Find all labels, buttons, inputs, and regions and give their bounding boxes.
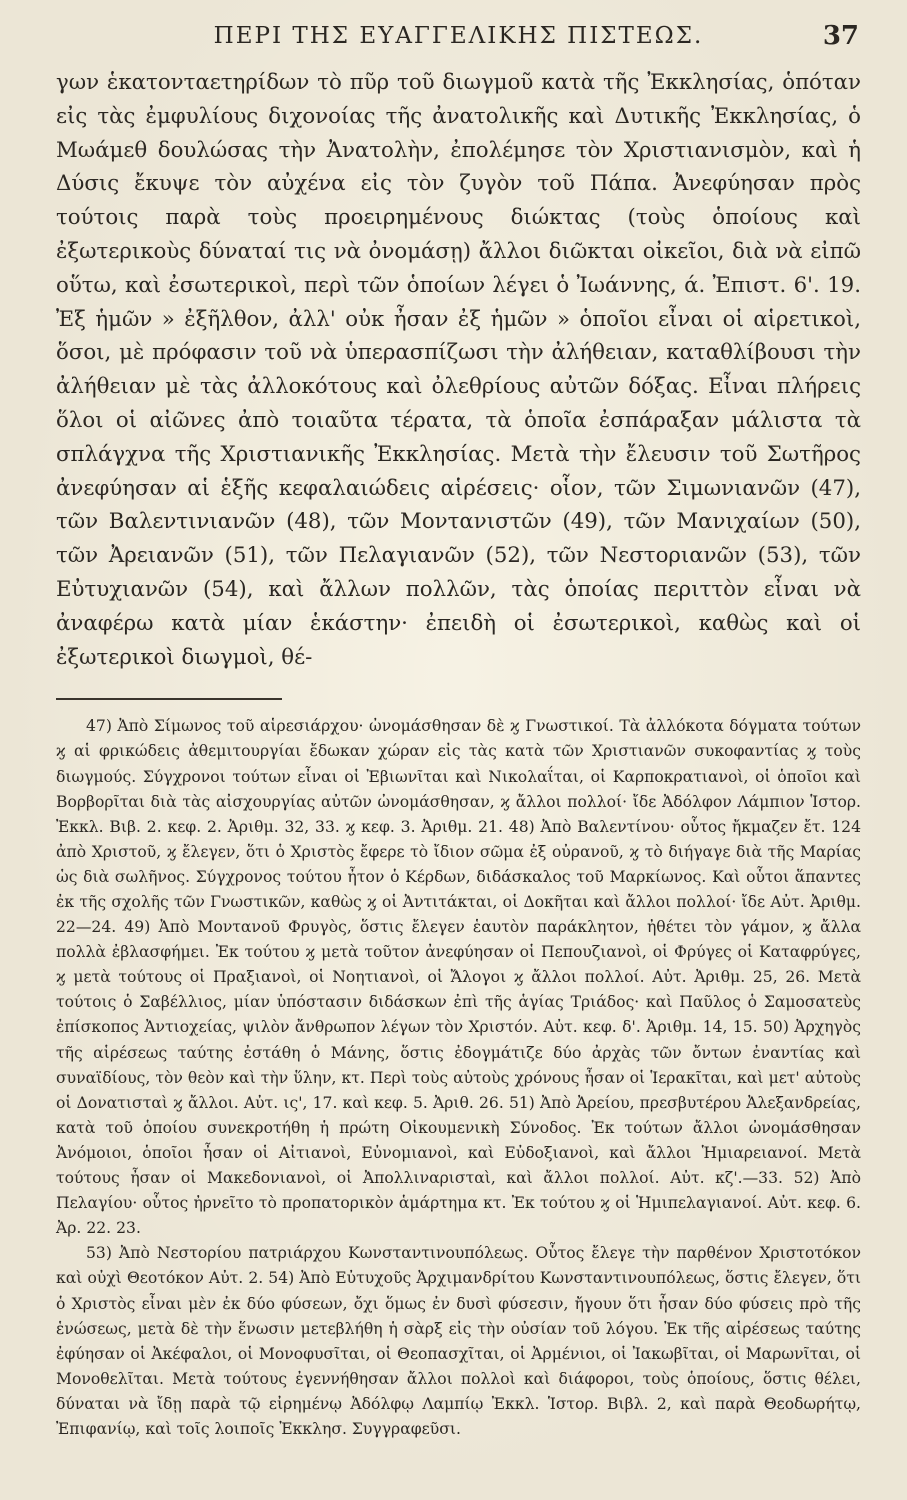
footnote-block: 47) Ἀπὸ Σίμωνος τοῦ αἱρεσιάρχου· ὠνομάσθησαν δὲ ϗ Γνωστικοί. Τὰ ἀλλόκοτα δόγματα τούτων ϗ αἱ φρικώδεις ἀθεμιτουργίαι ἔδωκαν χώραν εἰς τὰς κατὰ τῶν Χριστιανῶν συκοφαντίας ϗ τοὺς διωγμούς. Σύγχρονοι τούτων εἶναι οἱ Ἐβιωνῖται καὶ Νικολαΐται, οἱ Καρποκρατιανοὶ, οἱ ὁποῖοι καὶ Βορβορῖται διὰ τὰς αἰσχουργίας αὐτῶν ὠνομάσθησαν, ϗ ἄλλοι πολλοί· ἴδε Ἀδόλφον Λάμπιον Ἱστορ. Ἐκκλ. Βιβ. 2. κεφ. 2. Ἀριθμ. 32, 33. ϗ κεφ. 3. Ἀριθμ. 21. 48) Ἀπὸ Βαλεντίνου· οὗτος ἤκμαζεν ἔτ. 124 ἀπὸ Χριστοῦ, ϗ ἔλεγεν, ὅτι ὁ Χριστὸς ἔφερε τὸ ἴδιον σῶμα ἐξ οὐρανοῦ, ϗ τὸ διήγαγε διὰ τῆς Μαρίας ὡς διὰ σωλῆνος. Σύγχρονος τούτου ἦτον ὁ Κέρδων, διδάσκαλος τοῦ Μαρκίωνος. Καὶ οὗτοι ἅπαντες ἐκ τῆς σχολῆς τῶν Γνωστικῶν, καθὼς ϗ οἱ Ἀντιτάκται, οἱ Δοκῆται καὶ ἄλλοι πολλοί· ἴδε Αὐτ. Ἀριθμ. 22—24. 49) Ἀπὸ Μοντανοῦ Φρυγὸς, ὅστις ἔλεγεν ἑαυτὸν παράκλητον, ἠθέτει τὸν γάμον, ϗ ἄλλα πολλὰ ἐβλασφήμει. Ἐκ τούτου ϗ μετὰ τοῦτον ἀνεφύησαν οἱ Πεπουζιανοὶ, οἱ Φρύγες οἱ Καταφρύγες, ϗ μετὰ τούτους οἱ Πραξιανοὶ, οἱ Νοητιανοὶ, οἱ Ἄλογοι ϗ ἄλλοι πολλοί. Αὐτ. Ἀριθμ. 25, 26. Μετὰ τούτοις ὁ Σαβέλλιος, μίαν ὑπόστασιν διδάσκων ἐπὶ τῆς ἁγίας Τριάδος· καὶ Παῦλος ὁ Σαμοσατεὺς ἐπίσκοπος Ἀντιοχείας, ψιλὸν ἄνθρωπον λέγων τὸν Χριστόν. Αὐτ. κεφ. δ'. Ἀριθμ. 14, 15. 50) Ἀρχηγὸς τῆς αἱρέσεως ταύτης ἐστάθη ὁ Μάνης, ὅστις ἐδογμάτιζε δύο ἀρχὰς τῶν ὄντων ἐναντίας καὶ συναϊδίους, τὸν θεὸν καὶ τὴν ὕλην, κτ. Περὶ τοὺς αὐτοὺς χρόνους ἦσαν οἱ Ἱερακῖται, καὶ μετ' αὐτοὺς οἱ Δονατισταὶ ϗ ἄλλοι. Αὐτ. ις', 17. καὶ κεφ. 5. Ἀριθ. 26. 51) Ἀπὸ Ἀρείου, πρεσβυτέρου Ἀλεξανδρείας, κατὰ τοῦ ὁποίου συνεκροτήθη ἡ πρώτη Οἰκουμενικὴ Σύνοδος. Ἐκ τούτων ἄλλοι ὠνομάσθησαν Ἀνόμοιοι, ὁποῖοι ἦσαν οἱ Αἰτιανοὶ, Εὐνομιανοὶ, καὶ Εὐδοξιανοὶ, καὶ ἄλλοι Ἡμιαρειανοί. Μετὰ τούτους ἦσαν οἱ Μακεδονιανοὶ, οἱ Ἀπολλιναρισταὶ, καὶ ἄλλοι πολλοί. Αὐτ. κζ'.—33. 52) Ἀπὸ Πελαγίου· οὗτος ἠρνεῖτο τὸ προπατορικὸν ἁμάρτημα κτ. Ἐκ τούτου ϗ οἱ Ἡμιπελαγιανοί. Αὐτ. κεφ. 6. Ἀρ. 22. 23. — [56, 717, 861, 1238]
footnotes — [56, 714, 861, 1442]
page-number: 37 — [822, 21, 859, 51]
footnote-rule — [56, 698, 282, 700]
footnote-block: 53) Ἀπὸ Νεστορίου πατριάρχου Κωνσταντινουπόλεως. Οὗτος ἔλεγε τὴν παρθένον Χριστοτόκον καὶ οὐχὶ Θεοτόκον Αὐτ. 2. 54) Ἀπὸ Εὐτυχοῦς Ἀρχιμανδρίτου Κωνσταντινουπόλεως, ὅστις ἔλεγεν, ὅτι ὁ Χριστὸς εἶναι μὲν ἐκ δύο φύσεων, ὄχι ὅμως ἐν δυσὶ φύσεσιν, ἤγουν ὅτι ἦσαν δύο φύσεις πρὸ τῆς ἑνώσεως, μετὰ δὲ τὴν ἕνωσιν μετεβλήθη ἡ σὰρξ εἰς τὴν οὐσίαν τοῦ λόγου. Ἐκ τῆς αἱρέσεως ταύτης ἐφύησαν οἱ Ἀκέφαλοι, οἱ Μονοφυσῖται, οἱ Θεοπασχῖται, οἱ Ἀρμένιοι, οἱ Ἰακωβῖται, οἱ Μαρωνῖται, οἱ Μονοθελῖται. Μετὰ τούτους ἐγεννήθησαν ἄλλοι πολλοὶ καὶ διάφοροι, τοὺς ὁποίους, ὅστις θέλει, δύναται νὰ ἴδῃ παρὰ τῷ εἰρημένῳ Ἀδόλφῳ Λαμπίῳ Ἐκκλ. Ἱστορ. Βιβλ. 2, καὶ παρὰ Θεοδωρήτῳ, Ἐπιφανίῳ, καὶ τοῖς λοιποῖς Ἐκκλησ. Συγγραφεῦσι. — [56, 1244, 861, 1438]
main-text: γων ἑκατονταετηρίδων τὸ πῦρ τοῦ διωγμοῦ κατὰ τῆς Ἐκκλησίας, ὁπόταν εἰς τὰς ἐμφυλίους διχονοίας τῆς ἀνατολικῆς καὶ Δυτικῆς Ἐκκλησίας, ὁ Μωάμεθ δουλώσας τὴν Ἀνατολὴν, ἐπολέμησε τὸν Χριστιανισμὸν, καὶ ἡ Δύσις ἔκυψε τὸν αὐχένα εἰς τὸν ζυγὸν τοῦ Πάπα. Ἀνεφύησαν πρὸς τούτοις παρὰ τοὺς προειρημένους διώκτας (τοὺς ὁποίους καὶ ἐξωτερικοὺς δύναταί τις νὰ ὀνομάσῃ) ἄλλοι διῶκται οἰκεῖοι, διὰ νὰ εἰπῶ οὕτω, καὶ ἐσωτερικοὶ, περὶ τῶν ὁποίων λέγει ὁ Ἰωάννης, ά. Ἐπιστ. 6'. 19. Ἐξ ἡμῶν » ἐξῆλθον, ἀλλ' οὐκ ἦσαν ἐξ ἡμῶν » ὁποῖοι εἶναι οἱ αἱρετικοὶ, ὅσοι, μὲ πρόφασιν τοῦ νὰ ὑπερασπίζωσι τὴν ἀλήθειαν, καταθλίβουσι τὴν ἀλήθειαν μὲ τὰς ἀλλοκότους καὶ ὀλεθρίους αὐτῶν δόξας. Εἶναι πλήρεις ὅλοι οἱ αἰῶνες ἀπὸ τοιαῦτα τέρατα, τὰ ὁποῖα ἐσπάραξαν μάλιστα τὰ σπλάγχνα τῆς Χριστιανικῆς Ἐκκλησίας. Μετὰ τὴν ἔλευσιν τοῦ Σωτῆρος ἀνεφύησαν αἱ ἑξῆς κεφαλαιώδεις αἱρέσεις· οἷον, τῶν Σιμωνιανῶν (47), τῶν Βαλεντινιανῶν (48), τῶν Μοντανιστῶν (49), τῶν Μανιχαίων (50), τῶν Ἀρειανῶν (51), τῶν Πελαγιανῶν (52), τῶν Νεστοριανῶν (53), τῶν Εὐτυχιανῶν (54), καὶ ἄλλων πολλῶν, τὰς ὁποίας περιττὸν εἶναι νὰ ἀναφέρω κατὰ μίαν ἑκάστην· ἐπειδὴ οἱ ἐσωτερικοὶ, καθὼς καὶ οἱ ἐξωτερικοὶ διωγμοὶ, θέ- — [56, 70, 861, 670]
running-head — [56, 14, 861, 58]
page-title: ΠΕΡΙ ΤΗΣ ΕΥΑΓΓΕΛΙΚΗΣ ΠΙΣΤΕΩΣ. — [213, 23, 704, 49]
